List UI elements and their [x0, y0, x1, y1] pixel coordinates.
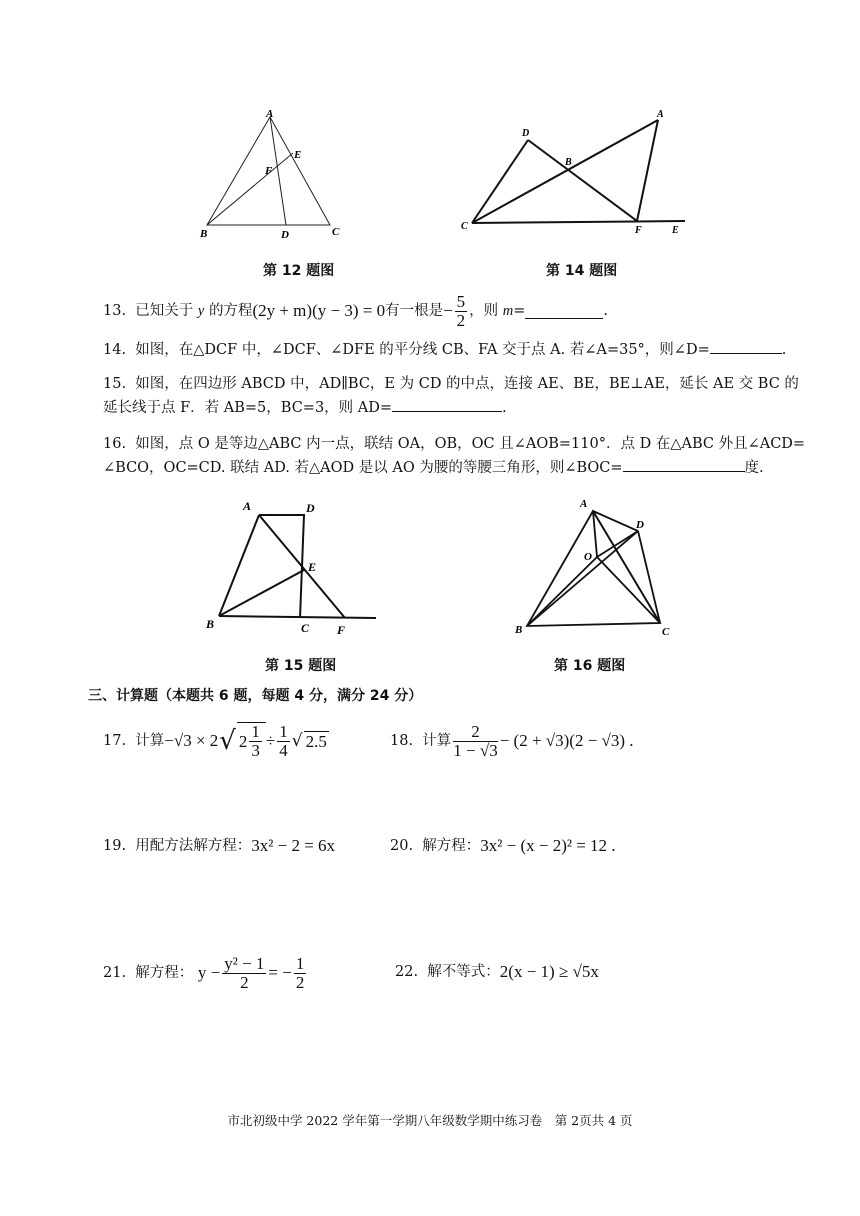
question-number: 13. [103, 303, 127, 319]
label-D: D [522, 128, 530, 139]
figure-15 [200, 498, 385, 640]
label-B: B [565, 157, 572, 168]
question-14: 14. 如图，在△DCF 中，∠DCF、∠DFE 的平分线 CB、FA 交于点 A. 若∠A=35°，则∠D= . [103, 342, 787, 358]
section-title: 三、计算题（本题共 6 题，每题 4 分，满分 24 分） [88, 688, 423, 704]
label-E: E [294, 149, 302, 161]
fraction: $\frac{5}{2}$ [456, 291, 466, 330]
label-E: E [672, 225, 679, 236]
label-C: C [301, 621, 310, 635]
equation: 3x² − (x − 2)² = 12 . [480, 836, 616, 855]
label-B: B [200, 228, 208, 240]
label-C: C [662, 626, 670, 638]
question-15: 15. 如图，在四边形 ABCD 中，AD∥BC，E 为 CD 的中点，连接 AE、BE，BE⊥AE，延长 AE 交 BC 的 延长线于点 F．若 AB=5，BC=3，则 AD= . [103, 376, 799, 416]
answer-blank[interactable] [710, 341, 782, 354]
label-A: A [580, 498, 588, 510]
figure-12 [190, 105, 350, 245]
equation: 3x² − 2 = 6x [251, 836, 336, 855]
question-20: 20. 解方程： 3x² − (x − 2)² = 12 . [390, 836, 616, 855]
question-19: 19. 用配方法解方程： 3x² − 2 = 6x [103, 836, 336, 855]
label-A: A [657, 109, 664, 120]
answer-blank[interactable] [525, 304, 603, 319]
fraction: $\frac{\text{y² − 1}}{2}$ [224, 953, 265, 992]
fraction: $\frac{2}{1 - √3}$ [453, 721, 498, 760]
figure-12-caption: 第 12 题图 [263, 263, 335, 279]
radical-sign: √ [219, 726, 236, 756]
fraction: $\frac{1}{4}$ [279, 721, 288, 760]
label-O: O [584, 551, 592, 563]
figure-16 [505, 495, 680, 640]
label-F: F [635, 225, 642, 236]
label-A: A [243, 499, 252, 513]
label-B: B [515, 624, 523, 636]
figure-16-caption: 第 16 题图 [554, 658, 626, 674]
label-D: D [306, 501, 315, 515]
answer-blank[interactable] [623, 459, 745, 472]
question-21: 21. 解方程： y − $\frac{\text{y² − 1}}{2}$ = − $\frac{1}{2}$ [103, 953, 305, 992]
label-D: D [636, 519, 644, 531]
answer-blank[interactable] [392, 399, 502, 412]
equation: (2y + m)(y − 3) = 0 [252, 301, 386, 320]
question-17: 17. 计算 −√3 × 2 √ 2 $\frac{1}{3}$ ÷ $\frac{1}{4}$ √ 2.5 [103, 721, 327, 760]
figure-14-caption: 第 14 题图 [546, 263, 618, 279]
figure-15-caption: 第 15 题图 [265, 658, 337, 674]
label-B: B [206, 617, 215, 631]
label-D: D [281, 229, 289, 241]
label-A: A [266, 108, 274, 120]
label-C: C [332, 226, 340, 238]
page-footer: 市北初级中学 2022 学年第一学期八年级数学期中练习卷 第 2页共 4 页 [227, 1113, 633, 1128]
sqrt-body: 2 $\frac{1}{3}$ [237, 722, 266, 760]
inequality: 2(x − 1) ≥ √5x [499, 962, 599, 981]
question-22: 22. 解不等式： 2(x − 1) ≥ √5x [395, 962, 599, 981]
label-C: C [461, 221, 468, 232]
question-13: 13. 已知关于 y 的方程 (2y + m)(y − 3) = 0 有一根是 − $\frac{5}{2}$ ，则 m = . [103, 291, 609, 330]
label-F: F [265, 165, 273, 177]
question-18: 18. 计算 $\frac{2}{1 - √3}$ − (2 + √3)(2 − √3) . [390, 721, 634, 760]
question-16: 16. 如图，点 O 是等边△ABC 内一点，联结 OA，OB，OC 且∠AOB=110°．点 D 在△ABC 外且∠ACD= ∠BCO，OC=CD. 联结 AD. 若△AOD 是以 AO 为腰的等腰三角形，则∠BOC= 度. [103, 436, 806, 476]
fraction: $\frac{1}{2}$ [295, 953, 305, 992]
label-E: E [308, 560, 317, 574]
label-F: F [337, 623, 346, 637]
figure-14 [455, 105, 695, 240]
